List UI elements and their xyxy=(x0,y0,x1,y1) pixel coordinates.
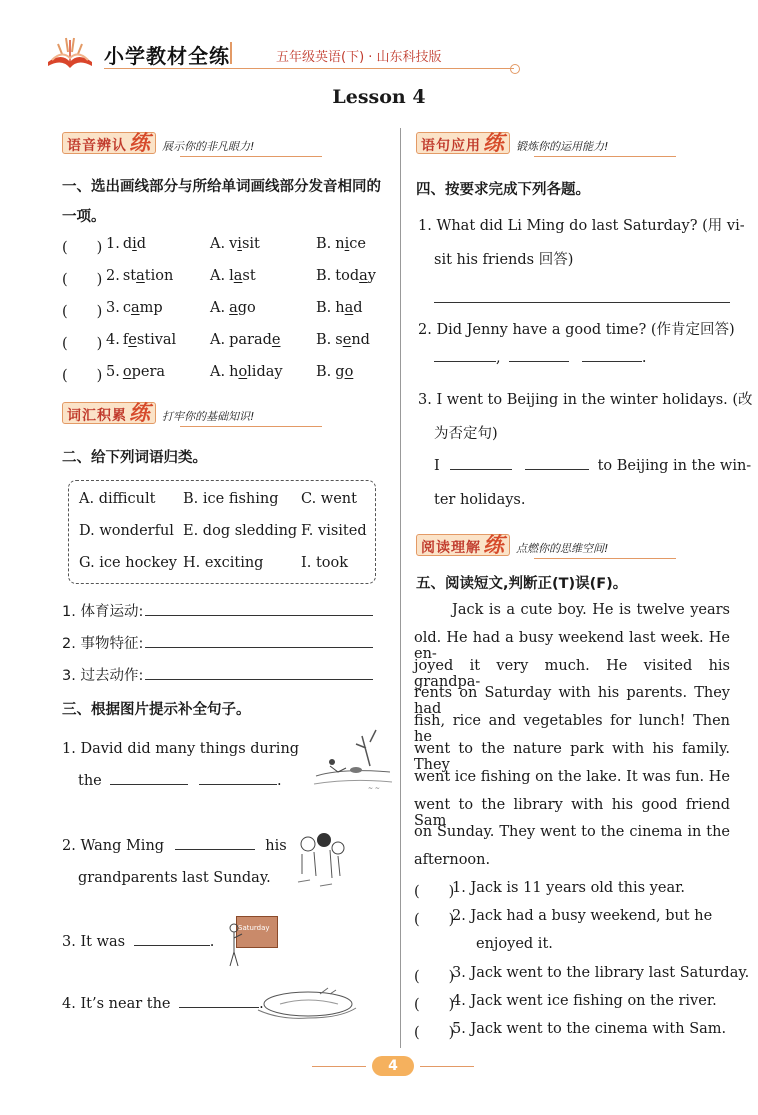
word-part: sit xyxy=(241,236,260,252)
category-row xyxy=(62,600,382,621)
section1-badge: 语音辨认练 xyxy=(62,132,156,154)
answer-blank[interactable]: ( ) xyxy=(414,969,455,985)
option-label: B. xyxy=(316,236,332,252)
s3-q3-blank[interactable] xyxy=(134,944,210,946)
passage-line: afternoon. xyxy=(414,852,491,869)
word-option: G. ice hockey xyxy=(79,555,177,571)
answer-blank[interactable]: ( ) xyxy=(414,1025,455,1041)
book-subtitle: 五年级英语(下) · 山东科技版 xyxy=(276,50,442,65)
section1-item xyxy=(62,364,392,388)
passage-line: rents on Saturday with his parents. They had xyxy=(414,685,730,718)
word-part: n xyxy=(335,236,345,252)
word-part: ce xyxy=(349,236,366,252)
item-number: 5. xyxy=(106,364,120,380)
answer-blank[interactable]: ( ) xyxy=(62,304,103,320)
header-divider xyxy=(230,42,232,64)
s4-q3-line2: 为否定句) xyxy=(434,426,498,442)
word-option: F. visited xyxy=(301,523,367,539)
option-label: A. xyxy=(210,268,226,284)
section4-banner-line xyxy=(534,156,676,157)
word-box xyxy=(68,480,376,584)
word-option: B. ice fishing xyxy=(183,491,279,507)
option-label: A. xyxy=(210,236,226,252)
answer-blank[interactable]: ( ) xyxy=(62,368,103,384)
header-rule xyxy=(104,68,514,69)
option-label: A. xyxy=(210,332,226,348)
word-underlined: i xyxy=(237,236,242,252)
word-part: d xyxy=(136,236,147,252)
s4-q2-blank3[interactable] xyxy=(582,360,642,362)
target-word xyxy=(106,236,146,252)
word-underlined: e xyxy=(342,332,352,348)
word-part: pera xyxy=(131,364,166,380)
target-word xyxy=(106,332,176,348)
section1-slogan: 展示你的非凡眼力! xyxy=(162,140,255,153)
target-word xyxy=(106,300,163,316)
word-part: g xyxy=(335,364,345,380)
section2-slogan: 打牢你的基础知识! xyxy=(162,410,255,423)
item-number: 4. xyxy=(106,332,120,348)
category-answer-line[interactable] xyxy=(145,678,373,680)
answer-blank[interactable]: ( ) xyxy=(62,272,103,288)
word-part: tion xyxy=(144,268,174,284)
section1-item xyxy=(62,236,392,260)
lesson-title: Lesson 4 xyxy=(332,86,426,108)
s4-q3-line4: ter holidays. xyxy=(434,492,526,508)
s3-q1-blank1[interactable] xyxy=(110,783,188,785)
section1-item xyxy=(62,268,392,292)
option-a xyxy=(210,236,260,252)
answer-blank[interactable]: ( ) xyxy=(62,336,103,352)
word-underlined: a xyxy=(229,300,238,316)
word-part: d xyxy=(122,236,133,252)
section2-banner-line xyxy=(180,426,322,427)
word-part: v xyxy=(229,236,238,252)
word-part: st xyxy=(242,268,256,284)
word-underlined: a xyxy=(136,268,145,284)
word-part: l xyxy=(229,268,234,284)
word-option: H. exciting xyxy=(183,555,264,571)
word-part: nd xyxy=(351,332,370,348)
column-divider xyxy=(400,128,401,1048)
word-part: stival xyxy=(136,332,177,348)
passage-line: on Sunday. They went to the cinema in the xyxy=(414,824,730,841)
s4-q3-line3: I to Beijing in the win- xyxy=(434,458,752,474)
s3-q3: 3. It was . xyxy=(62,934,215,950)
page-number-badge xyxy=(372,1056,414,1076)
section4-banner xyxy=(416,132,678,154)
section3-instruction: 三、根据图片提示补全句子。 xyxy=(62,702,251,718)
picture-family-visit xyxy=(292,830,354,894)
statement-text: 2. Jack had a busy weekend, but he xyxy=(452,908,713,924)
statement-text: 5. Jack went to the cinema with Sam. xyxy=(452,1021,727,1037)
option-label: B. xyxy=(316,300,332,316)
word-underlined: a xyxy=(359,268,368,284)
section2-instruction: 二、给下列词语归类。 xyxy=(62,450,207,466)
picture-dog-sledding xyxy=(312,728,394,792)
word-part: tod xyxy=(335,268,360,284)
word-part: h xyxy=(229,364,239,380)
section4-instruction: 四、按要求完成下列各题。 xyxy=(416,182,590,198)
answer-blank[interactable]: ( ) xyxy=(414,997,455,1013)
header xyxy=(40,28,520,76)
answer-blank[interactable]: ( ) xyxy=(414,912,455,928)
s4-q1-answer-line[interactable] xyxy=(434,301,730,303)
s3-q2-blank[interactable] xyxy=(175,848,255,850)
word-part: parad xyxy=(229,332,272,348)
word-option: A. difficult xyxy=(79,491,156,507)
category-label: 1. 体育运动: xyxy=(62,604,144,620)
word-underlined: e xyxy=(271,332,281,348)
s4-q1-line1: 1. What did Li Ming do last Saturday? (用 vi- xyxy=(418,218,745,234)
word-option: D. wonderful xyxy=(79,523,174,539)
option-b xyxy=(316,300,363,316)
category-label: 3. 过去动作: xyxy=(62,668,144,684)
book-title: 小学教材全练 xyxy=(104,44,230,68)
word-part: y xyxy=(367,268,376,284)
statement-text-cont: enjoyed it. xyxy=(476,936,553,952)
section1-item xyxy=(62,332,392,356)
item-number: 1. xyxy=(106,236,120,252)
section1-instruction: 一、选出画线部分与所给单词画线部分发音相同的一项。 xyxy=(62,179,381,225)
word-underlined: a xyxy=(344,300,354,316)
option-b xyxy=(316,332,370,348)
s3-q4-blank[interactable] xyxy=(179,1006,259,1008)
s4-q3-line1: 3. I went to Beijing in the winter holidays. (改 xyxy=(418,392,753,408)
option-b xyxy=(316,364,353,380)
word-underlined: o xyxy=(344,364,354,380)
word-part: f xyxy=(122,332,129,348)
target-word xyxy=(106,364,165,380)
word-part: h xyxy=(335,300,345,316)
section1-banner xyxy=(62,132,324,154)
s4-q2-blank1[interactable] xyxy=(434,360,496,362)
section4-badge: 语句应用练 xyxy=(416,132,510,154)
s3-q4: 4. It’s near the . xyxy=(62,996,264,1012)
student-figure-icon xyxy=(224,922,244,968)
category-label: 2. 事物特征: xyxy=(62,636,144,652)
category-row xyxy=(62,632,382,653)
word-part: st xyxy=(122,268,137,284)
word-part: s xyxy=(335,332,343,348)
word-underlined: o xyxy=(238,364,248,380)
section5-badge: 阅读理解练 xyxy=(416,534,510,556)
word-option: C. went xyxy=(301,491,357,507)
svg-text:~ ~: ~ ~ xyxy=(368,785,380,792)
statement-text: 4. Jack went ice fishing on the river. xyxy=(452,993,717,1009)
word-underlined: o xyxy=(122,364,132,380)
picture-lake xyxy=(250,984,362,1024)
word-underlined: i xyxy=(132,236,137,252)
s3-q2-line2: grandparents last Sunday. xyxy=(78,870,271,886)
section2-badge: 词汇积累练 xyxy=(62,402,156,424)
section5-banner xyxy=(416,534,678,556)
category-row xyxy=(62,664,382,685)
option-label: A. xyxy=(210,300,226,316)
word-part: d xyxy=(353,300,363,316)
s4-q1-line2: sit his friends 回答) xyxy=(434,252,574,268)
word-part: go xyxy=(237,300,256,316)
passage-line: went ice fishing on the lake. It was fun. He xyxy=(414,768,730,785)
statement-text: 1. Jack is 11 years old this year. xyxy=(452,880,686,896)
section1-banner-line xyxy=(180,156,322,157)
s3-q2-line1: 2. Wang Ming his xyxy=(62,838,287,854)
section2-banner xyxy=(62,402,324,424)
section1-item xyxy=(62,300,392,324)
option-label: B. xyxy=(316,268,332,284)
word-underlined: a xyxy=(130,300,140,316)
option-label: A. xyxy=(210,364,226,380)
word-underlined: i xyxy=(344,236,350,252)
s4-q3-blank1[interactable] xyxy=(450,468,512,470)
section5-banner-line xyxy=(534,558,676,559)
option-a xyxy=(210,364,283,380)
option-b xyxy=(316,268,376,284)
s4-q2-answer: , . xyxy=(434,350,646,366)
s3-q1-line2: the . xyxy=(78,773,282,789)
category-answer-line[interactable] xyxy=(145,646,373,648)
s3-q1-line1: 1. David did many things during xyxy=(62,741,300,757)
board-text: Saturday xyxy=(238,924,270,932)
book-logo-icon xyxy=(40,32,100,72)
answer-blank[interactable]: ( ) xyxy=(62,240,103,256)
picture-calendar-board xyxy=(224,914,280,966)
passage-line: old. He had a busy weekend last week. He en- xyxy=(414,629,730,662)
page-number: 4 xyxy=(388,1058,398,1074)
footer-rule-right xyxy=(420,1066,474,1067)
header-rule-dot xyxy=(510,64,520,74)
s4-q2-blank2[interactable] xyxy=(509,360,569,362)
s4-q3-blank2[interactable] xyxy=(525,468,589,470)
word-part: c xyxy=(122,300,131,316)
passage-line: Jack is a cute boy. He is twelve years xyxy=(452,602,730,618)
word-option: I. took xyxy=(301,555,349,571)
passage-line: fish, rice and vegetables for lunch! Then he xyxy=(414,713,730,746)
option-label: B. xyxy=(316,332,332,348)
passage-line: went to the nature park with his family. They xyxy=(414,741,730,773)
word-part: mp xyxy=(139,300,163,316)
option-label: B. xyxy=(316,364,332,380)
item-number: 3. xyxy=(106,300,120,316)
item-number: 2. xyxy=(106,268,120,284)
word-underlined: e xyxy=(128,332,137,348)
word-part: liday xyxy=(247,364,283,380)
option-a xyxy=(210,332,280,348)
s3-q1-blank2[interactable] xyxy=(199,783,277,785)
section5-instruction: 五、阅读短文,判断正(T)误(F)。 xyxy=(416,576,628,592)
option-a xyxy=(210,300,256,316)
footer-rule-left xyxy=(312,1066,366,1067)
word-option: E. dog sledding xyxy=(183,523,298,539)
s4-q2: 2. Did Jenny have a good time? (作肯定回答) xyxy=(418,322,735,338)
option-b xyxy=(316,236,366,252)
answer-blank[interactable]: ( ) xyxy=(414,884,455,900)
section5-slogan: 点燃你的思维空间! xyxy=(516,542,609,555)
option-a xyxy=(210,268,256,284)
word-underlined: a xyxy=(233,268,243,284)
section4-slogan: 锻炼你的运用能力! xyxy=(516,140,609,153)
statement-text: 3. Jack went to the library last Saturday. xyxy=(452,965,750,981)
passage-line: went to the library with his good friend Sam xyxy=(414,796,730,829)
category-answer-line[interactable] xyxy=(145,614,373,616)
target-word xyxy=(106,268,173,284)
passage-line: joyed it very much. He visited his grandpa- xyxy=(414,657,730,690)
